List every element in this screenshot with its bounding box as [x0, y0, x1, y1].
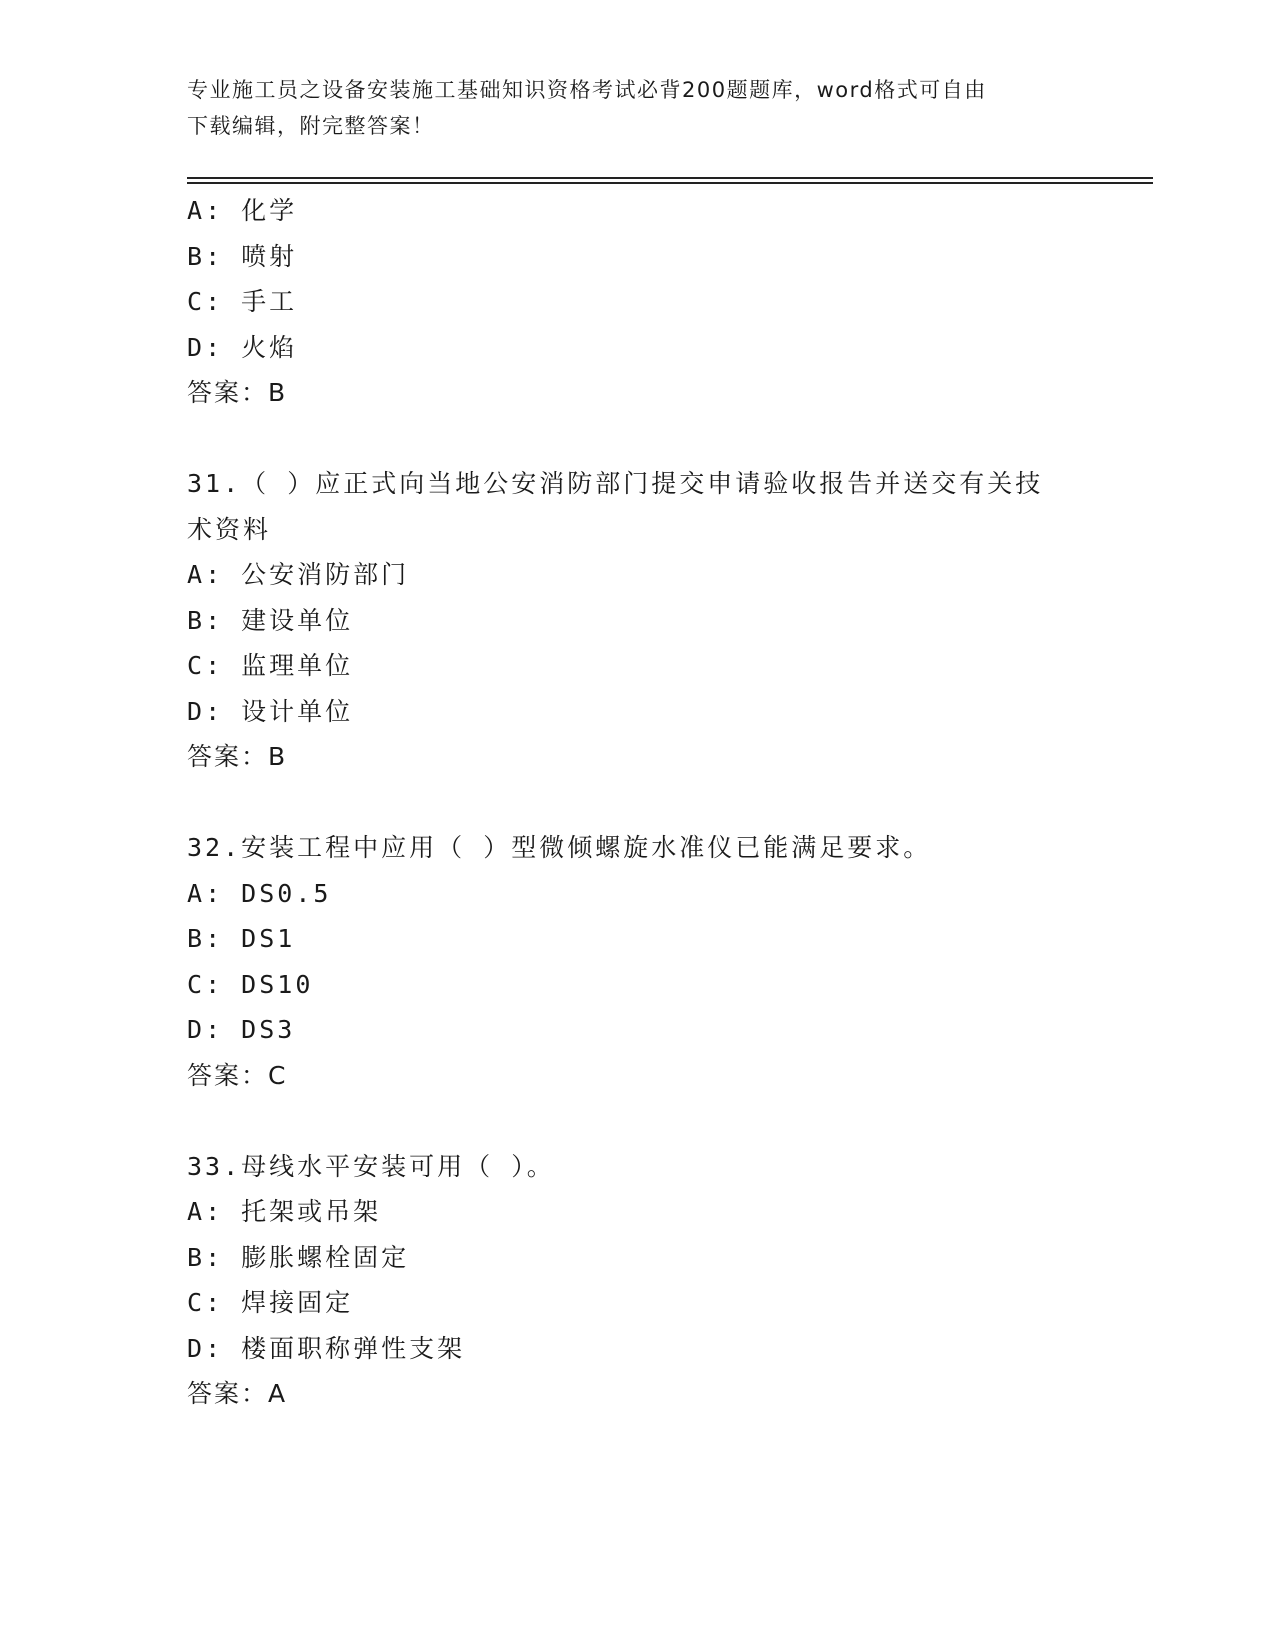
answer-line: 答案：B	[187, 742, 288, 771]
option-separator: :	[205, 969, 242, 999]
question-32	[187, 825, 1087, 1098]
option-separator: :	[205, 1333, 242, 1363]
option-b	[187, 598, 1087, 644]
option-letter: B	[187, 924, 206, 953]
header-divider-top	[187, 177, 1153, 179]
option-b	[187, 234, 1087, 280]
option-separator: :	[205, 878, 242, 908]
option-d	[187, 689, 1087, 735]
option-text: 托架或吊架	[241, 1197, 382, 1226]
option-letter: C	[187, 1288, 206, 1317]
answer-line: 答案：C	[187, 1060, 288, 1090]
option-separator: :	[205, 1288, 242, 1317]
question-30	[187, 188, 1087, 416]
spacer	[187, 416, 1087, 462]
option-text: 火焰	[241, 332, 298, 362]
option-letter: A	[187, 878, 206, 908]
option-letter: B	[187, 241, 206, 271]
option-text: 设计单位	[241, 696, 354, 726]
option-text: 手工	[241, 287, 298, 316]
option-text: 楼面职称弹性支架	[241, 1333, 466, 1363]
option-letter: B	[187, 1242, 206, 1272]
option-separator: :	[205, 1015, 242, 1044]
option-letter: B	[187, 605, 206, 635]
option-separator: :	[205, 287, 242, 316]
option-a	[187, 871, 1087, 917]
option-separator: :	[205, 924, 242, 953]
option-letter: D	[187, 696, 206, 726]
question-list	[187, 188, 1087, 1417]
spacer	[187, 780, 1087, 826]
option-separator: :	[205, 332, 242, 362]
option-d	[187, 325, 1087, 371]
option-text: DS1	[241, 924, 296, 953]
answer-line: 答案：B	[187, 378, 288, 407]
header-line-1: 专业施工员之设备安装施工基础知识资格考试必背200题题库，word格式可自由	[187, 78, 987, 102]
option-b	[187, 1235, 1087, 1281]
option-letter: D	[187, 1333, 206, 1363]
option-text: DS3	[241, 1015, 296, 1044]
header-line-2: 下载编辑，附完整答案！	[187, 114, 435, 138]
question-stem: 31.（ ）应正式向当地公安消防部门提交申请验收报告并送交有关技	[187, 469, 1044, 498]
header-divider-bottom	[187, 182, 1153, 184]
option-text: 公安消防部门	[241, 560, 410, 589]
option-letter: A	[187, 196, 206, 225]
spacer	[187, 1098, 1087, 1144]
option-text: 膨胀螺栓固定	[241, 1242, 410, 1272]
option-letter: D	[187, 1015, 206, 1044]
option-d	[187, 1007, 1087, 1053]
option-text: 化学	[241, 196, 298, 225]
option-separator: :	[205, 241, 242, 271]
option-text: DS10	[241, 969, 314, 999]
answer-line: 答案：A	[187, 1379, 288, 1408]
option-separator: :	[205, 605, 242, 635]
option-separator: :	[205, 651, 242, 680]
option-separator: :	[205, 1197, 242, 1226]
option-text: 监理单位	[241, 651, 354, 680]
option-b	[187, 916, 1087, 962]
option-text: 喷射	[241, 241, 298, 271]
option-c	[187, 962, 1087, 1008]
option-text: 焊接固定	[241, 1288, 354, 1317]
question-stem-continued: 术资料	[187, 514, 272, 544]
option-a	[187, 188, 1087, 234]
option-d	[187, 1326, 1087, 1372]
option-c	[187, 1280, 1087, 1326]
option-c	[187, 643, 1087, 689]
option-separator: :	[205, 196, 242, 225]
option-letter: A	[187, 560, 206, 589]
option-letter: C	[187, 651, 206, 680]
option-letter: A	[187, 1197, 206, 1226]
option-text: DS0.5	[241, 878, 332, 908]
document-header	[187, 72, 1067, 144]
option-a	[187, 1189, 1087, 1235]
option-text: 建设单位	[241, 605, 354, 635]
option-separator: :	[205, 696, 242, 726]
option-separator: :	[205, 560, 242, 589]
question-33	[187, 1144, 1087, 1417]
option-separator: :	[205, 1242, 242, 1272]
option-letter: C	[187, 287, 206, 316]
option-letter: D	[187, 332, 206, 362]
option-a	[187, 552, 1087, 598]
question-stem: 32.安装工程中应用（ ）型微倾螺旋水准仪已能满足要求。	[187, 833, 932, 862]
option-letter: C	[187, 969, 206, 999]
question-31	[187, 461, 1087, 780]
option-c	[187, 279, 1087, 325]
question-stem: 33.母线水平安装可用（ ）。	[187, 1151, 555, 1181]
